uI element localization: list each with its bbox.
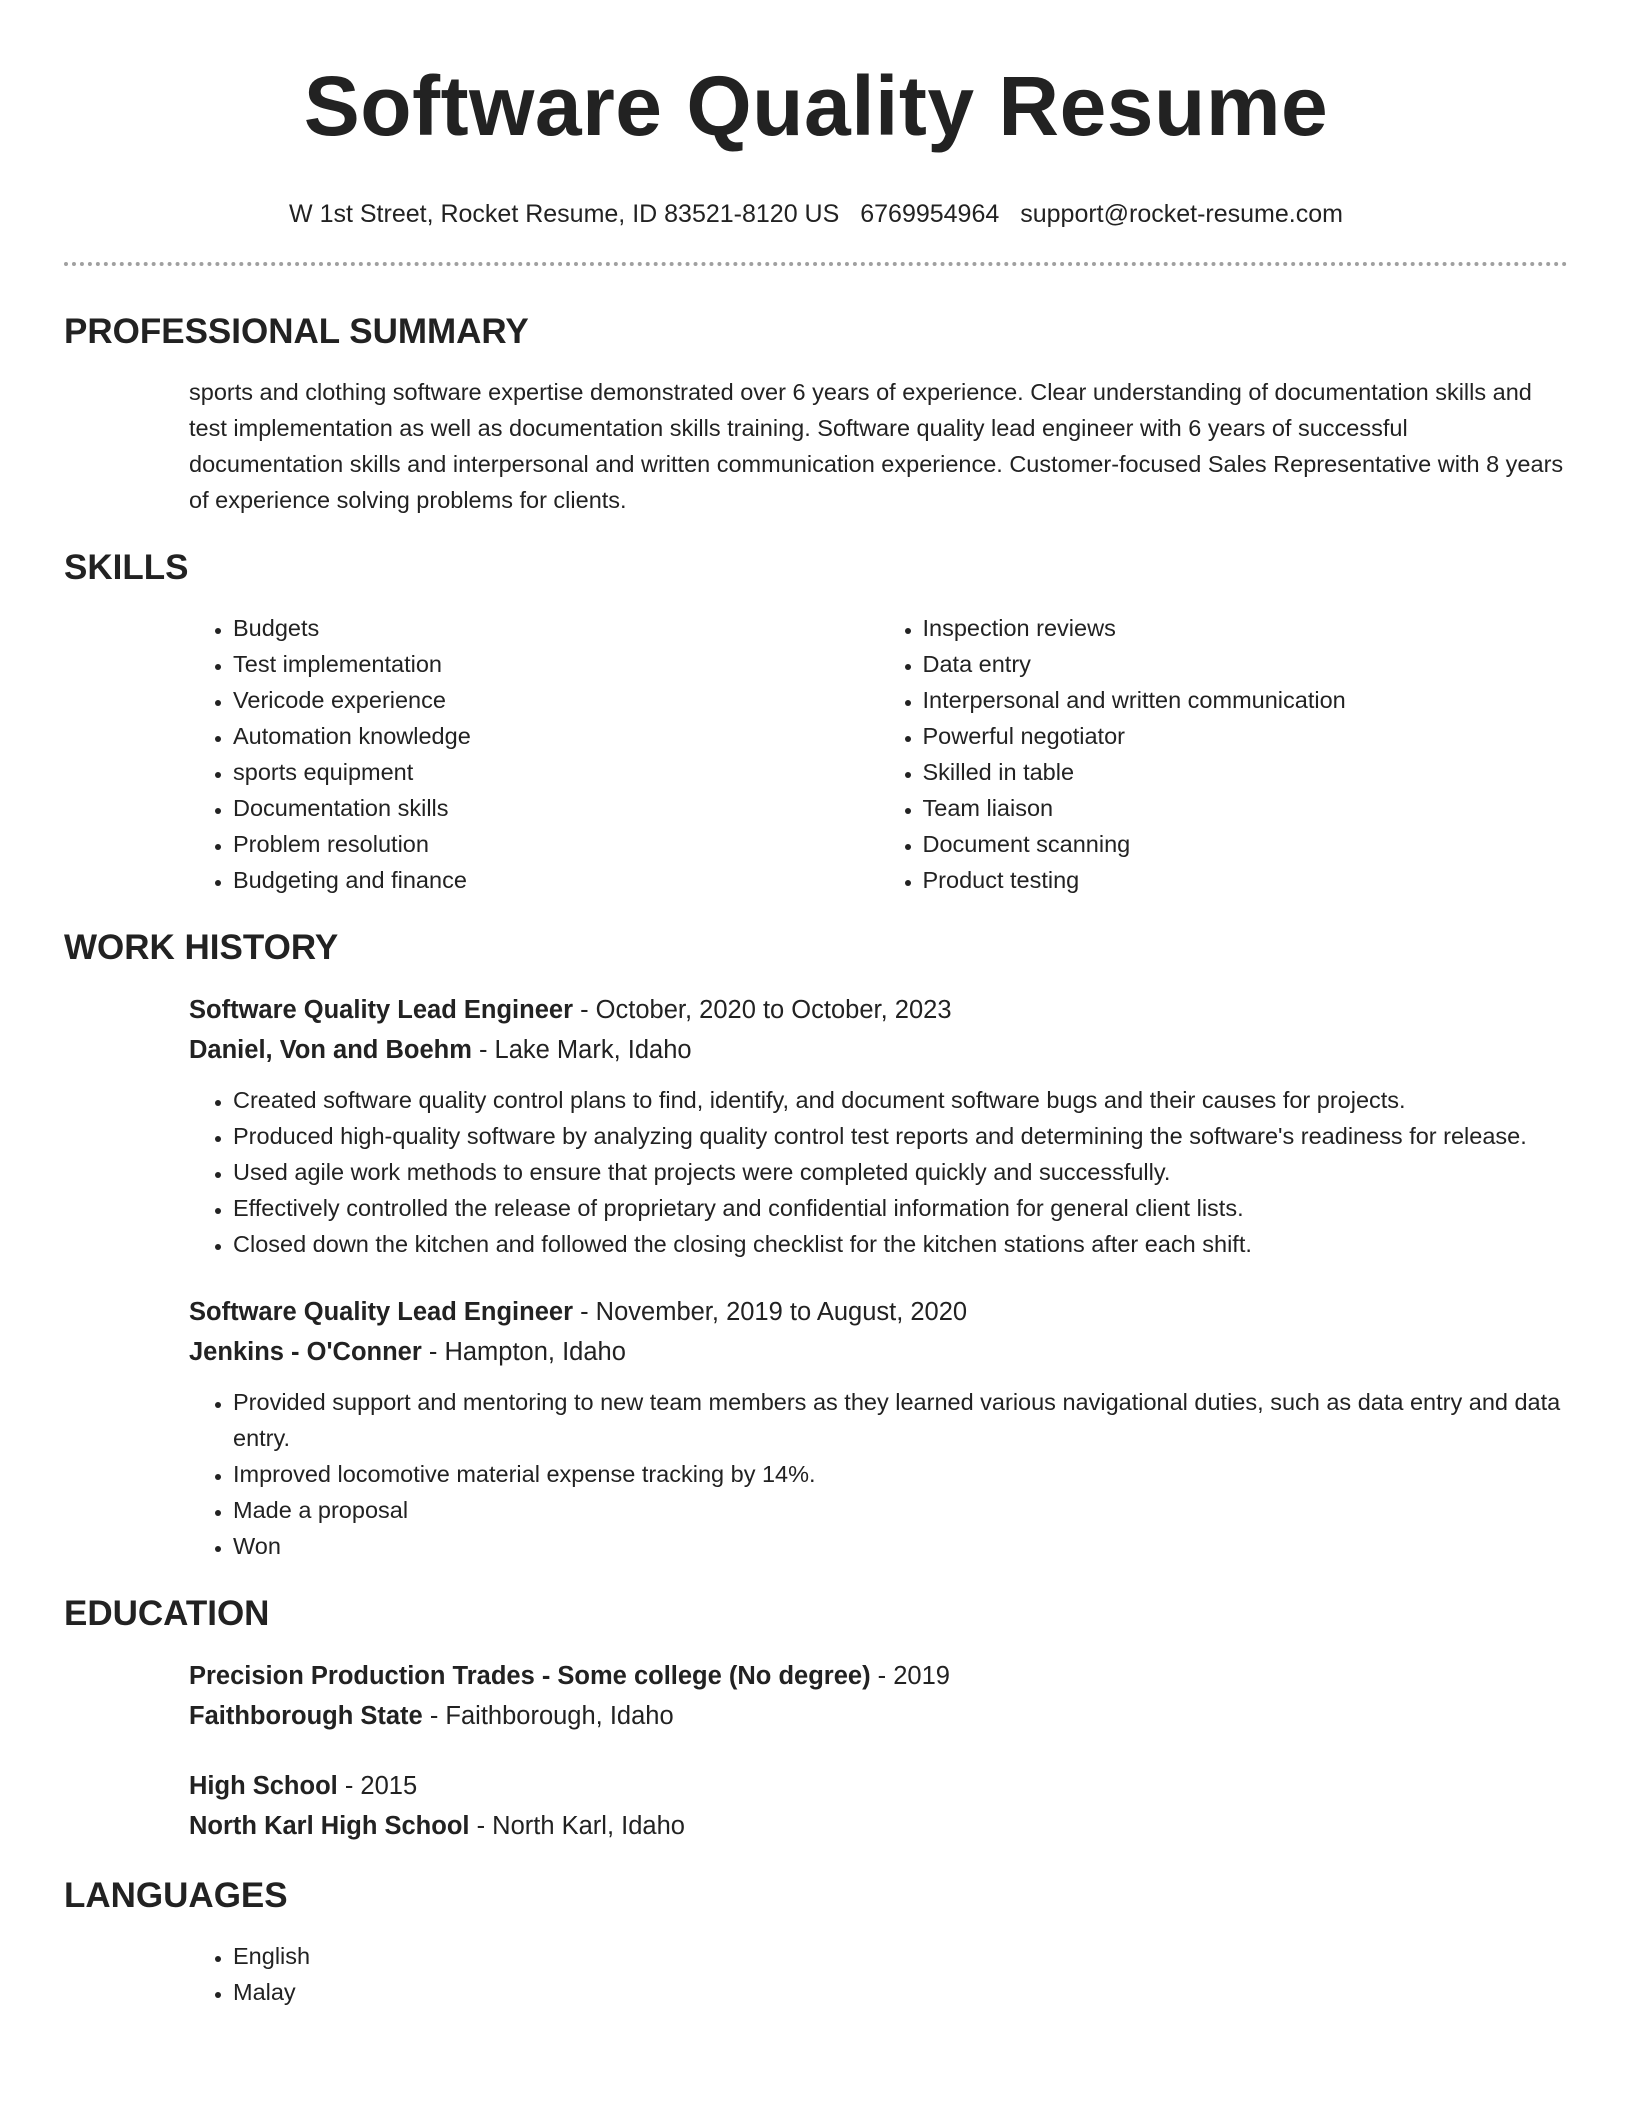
language-item: • English [233, 1938, 1568, 1974]
education-degree-line [189, 1766, 1568, 1806]
skill-item: • Data entry [923, 646, 1569, 682]
header-divider [64, 262, 1568, 266]
contact-email: support@rocket-resume.com [1020, 200, 1343, 228]
job-entry [189, 990, 1568, 1262]
job-title-line [189, 1292, 1568, 1332]
summary-heading: PROFESSIONAL SUMMARY [64, 312, 529, 351]
skills-column-right [879, 610, 1569, 898]
skill-item: • Document scanning [923, 826, 1569, 862]
contact-phone: 6769954964 [860, 200, 1000, 228]
education-school: North Karl High School [189, 1812, 470, 1840]
summary-text: sports and clothing software expertise demonstrated over 6 years of experience. Clear understanding of documentation skills and test implementation as well as documentation skills training. Software quality lead engineer with 6 years of successful documentation skills and interpersonal and written communication experience. Customer-focused Sales Representative with 8 years of experience solving problems for clients. [189, 379, 1564, 513]
job-bullet: • Closed down the kitchen and followed the closing checklist for the kitchen stations after each shift. [233, 1226, 1568, 1262]
skill-item: • Inspection reviews [923, 610, 1569, 646]
education-location: - Faithborough, Idaho [422, 1702, 674, 1730]
education-degree: High School [189, 1772, 338, 1800]
contact-address: W 1st Street, Rocket Resume, ID 83521-8120 US [289, 200, 840, 228]
job-company: Daniel, Von and Boehm [189, 1036, 472, 1064]
language-item: • Malay [233, 1974, 1568, 2010]
contact-line [0, 198, 1632, 230]
skill-item: • Budgeting and finance [233, 862, 879, 898]
job-company-line [189, 1030, 1568, 1070]
skill-item: • Budgets [233, 610, 879, 646]
job-bullet: • Improved locomotive material expense tracking by 14%. [233, 1456, 1568, 1492]
job-bullet: • Effectively controlled the release of proprietary and confidential information for general client lists. [233, 1190, 1568, 1226]
education-entry [189, 1766, 1568, 1846]
skill-item: • Interpersonal and written communication [923, 682, 1569, 718]
work-heading: WORK HISTORY [64, 928, 339, 967]
skill-item: • sports equipment [233, 754, 879, 790]
languages-list [189, 1938, 1568, 2010]
education-school-line [189, 1696, 1568, 1736]
job-title-line [189, 990, 1568, 1030]
skill-item: • Automation knowledge [233, 718, 879, 754]
job-role: Software Quality Lead Engineer [189, 1298, 574, 1326]
education-year: - 2019 [870, 1662, 950, 1690]
skill-item: • Skilled in table [923, 754, 1569, 790]
job-bullet: • Provided support and mentoring to new team members as they learned various navigational duties, such as data entry and data entry. [233, 1384, 1568, 1456]
skill-item: • Team liaison [923, 790, 1569, 826]
job-company-line [189, 1332, 1568, 1372]
skill-item: • Documentation skills [233, 790, 879, 826]
job-bullets [189, 1384, 1568, 1564]
job-bullets [189, 1082, 1568, 1262]
languages-section [189, 1938, 1568, 2010]
job-bullet: • Created software quality control plans to find, identify, and document software bugs and their causes for projects. [233, 1082, 1568, 1118]
education-year: - 2015 [337, 1772, 418, 1800]
education-heading: EDUCATION [64, 1594, 270, 1633]
education-school-line [189, 1806, 1568, 1846]
job-location: - Lake Mark, Idaho [471, 1036, 692, 1064]
resume-header [0, 0, 1632, 230]
skills-heading: SKILLS [64, 548, 189, 587]
education-degree-line [189, 1656, 1568, 1696]
skills-column-left [189, 610, 879, 898]
job-bullet: • Used agile work methods to ensure that projects were completed quickly and successfully. [233, 1154, 1568, 1190]
education-school: Faithborough State [189, 1702, 423, 1730]
education-location: - North Karl, Idaho [469, 1812, 685, 1840]
skill-item: • Test implementation [233, 646, 879, 682]
languages-heading: LANGUAGES [64, 1876, 288, 1915]
job-role: Software Quality Lead Engineer [189, 996, 574, 1024]
job-bullet: • Won [233, 1528, 1568, 1564]
education-degree: Precision Production Trades - Some college (No degree) [189, 1662, 871, 1690]
education-entry [189, 1656, 1568, 1736]
skill-item: • Problem resolution [233, 826, 879, 862]
job-bullet: • Produced high-quality software by analyzing quality control test reports and determining the software's readiness for release. [233, 1118, 1568, 1154]
job-bullet: • Made a proposal [233, 1492, 1568, 1528]
job-dates: - October, 2020 to October, 2023 [573, 996, 952, 1024]
resume-title: Software Quality Resume [303, 59, 1329, 153]
skill-item: • Vericode experience [233, 682, 879, 718]
skills-list [189, 610, 1568, 898]
job-company: Jenkins - O'Conner [189, 1338, 422, 1366]
job-location: - Hampton, Idaho [421, 1338, 626, 1366]
skill-item: • Powerful negotiator [923, 718, 1569, 754]
job-dates: - November, 2019 to August, 2020 [573, 1298, 968, 1326]
job-entry [189, 1292, 1568, 1564]
skill-item: • Product testing [923, 862, 1569, 898]
